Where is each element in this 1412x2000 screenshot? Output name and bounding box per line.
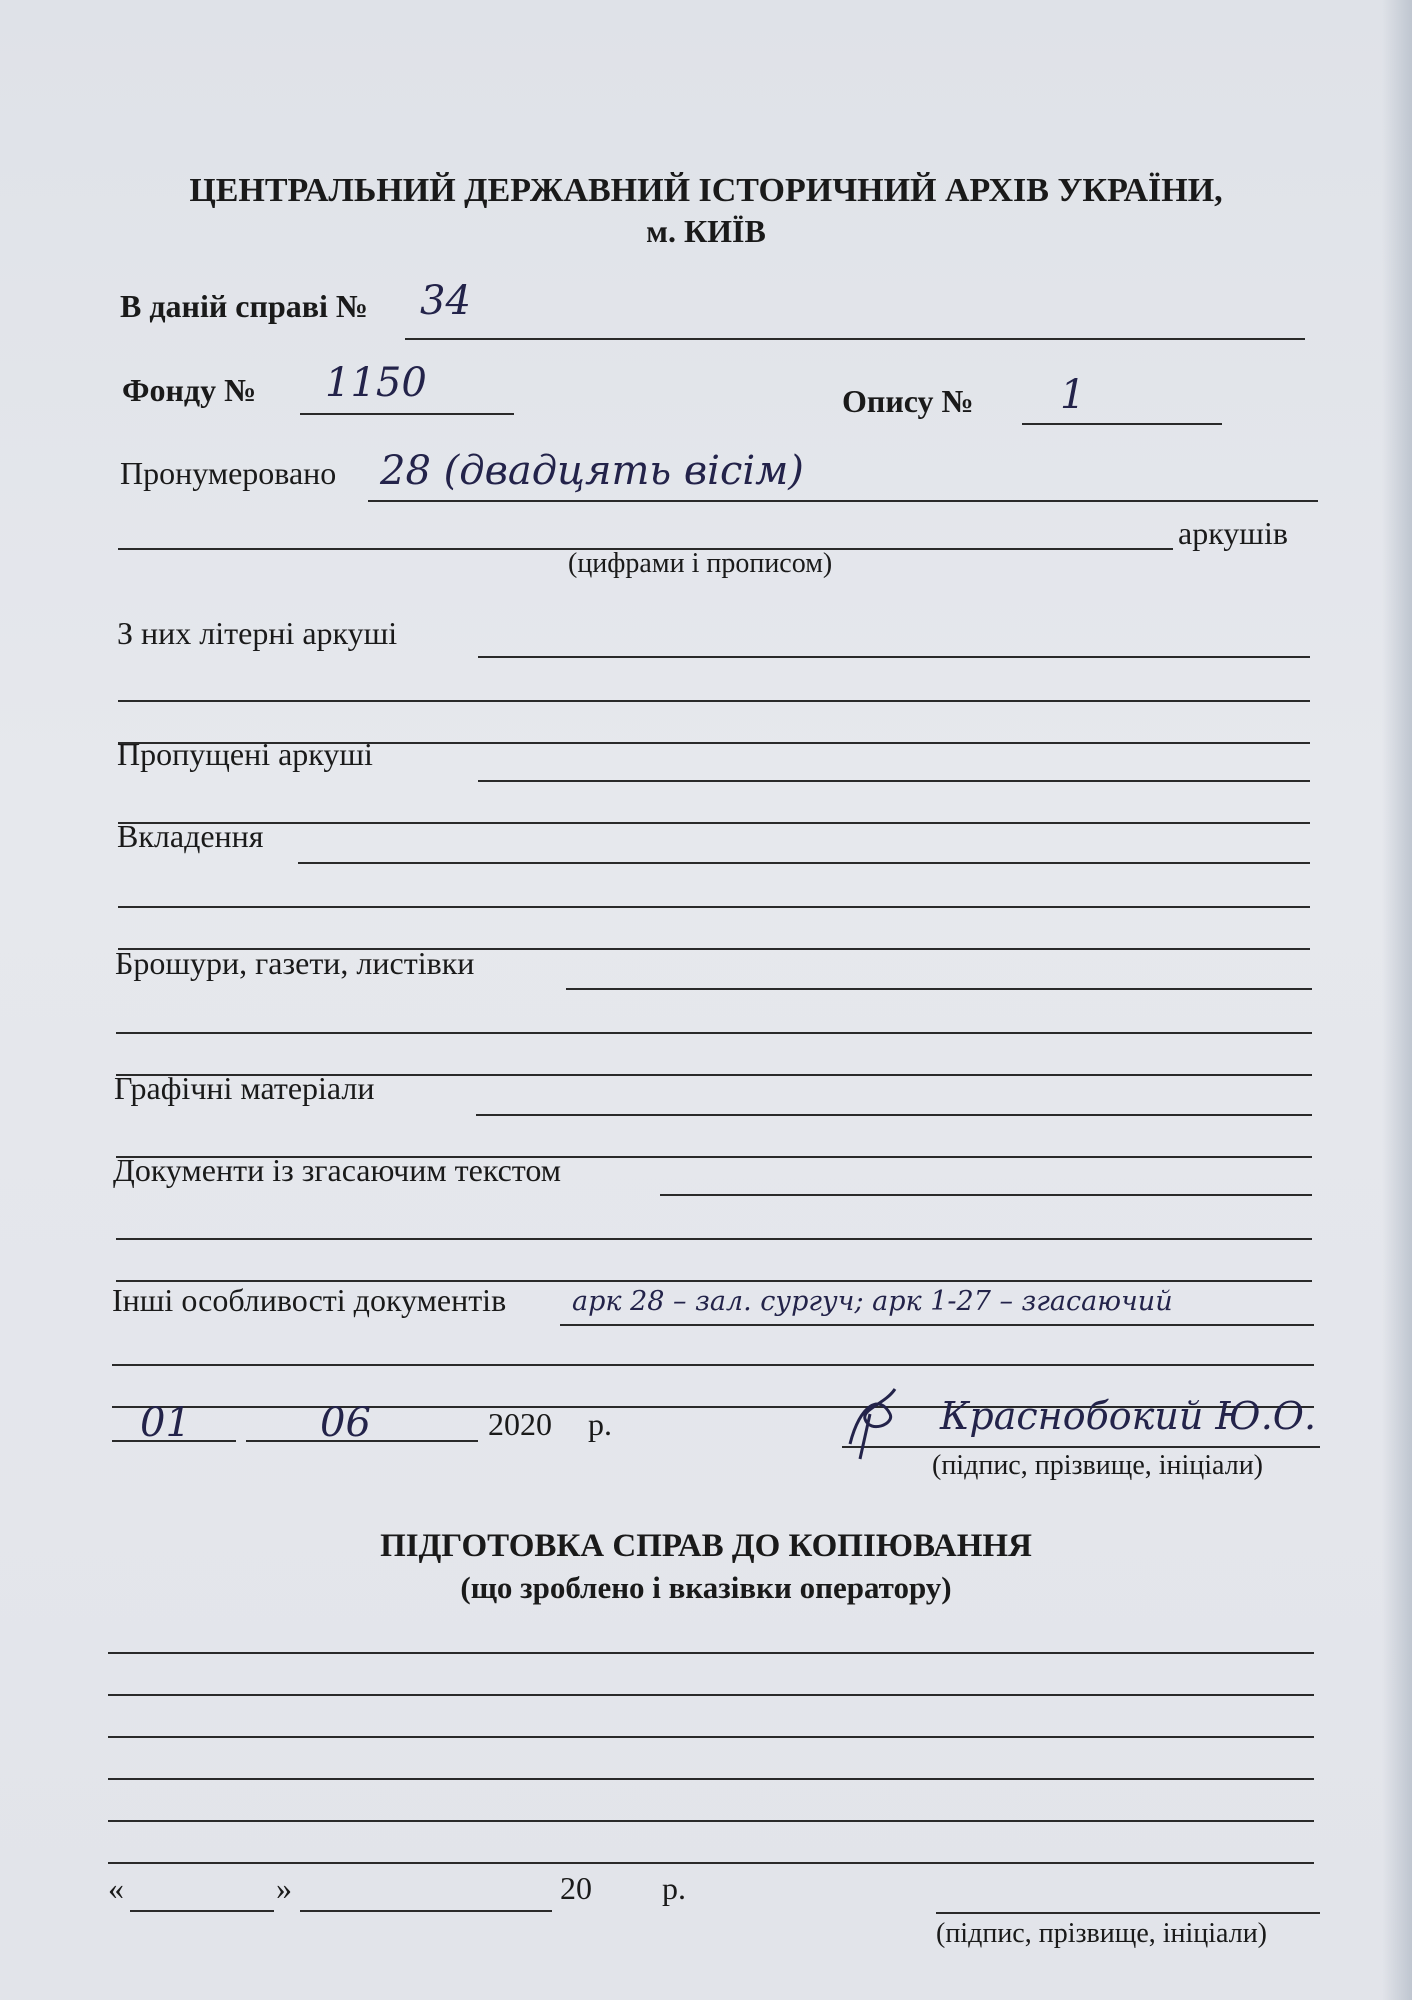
graphics-line-1	[476, 1114, 1312, 1116]
section2-line-3	[108, 1736, 1314, 1738]
letter-sheets-label: З них літерні аркуші	[117, 615, 398, 651]
section2-line-5	[108, 1820, 1314, 1822]
graphics-label: Графічні матеріали	[114, 1070, 375, 1106]
attachments-line-2	[118, 906, 1310, 908]
archive-city: м. КИЇВ	[646, 213, 766, 249]
missing-sheets-line-2	[118, 822, 1310, 824]
date1-month: 06	[320, 1400, 371, 1446]
fading-line-1	[660, 1194, 1312, 1196]
signature1-mark	[840, 1384, 910, 1469]
opys-label: Опису №	[842, 383, 974, 419]
other-line-1	[560, 1324, 1314, 1326]
letter-sheets-line-1	[478, 656, 1310, 658]
signature1-line	[842, 1446, 1320, 1448]
case-value: 34	[420, 278, 471, 324]
archive-title: ЦЕНТРАЛЬНИЙ ДЕРЖАВНИЙ ІСТОРИЧНИЙ АРХІВ УКРАЇНИ,	[189, 172, 1223, 209]
other-label: Інші особливості документів	[112, 1282, 507, 1318]
attachments-line-1	[298, 862, 1310, 864]
brochures-label: Брошури, газети, листівки	[115, 945, 475, 981]
letter-sheets-line-2	[118, 700, 1310, 702]
section2-line-4	[108, 1778, 1314, 1780]
page-edge-shadow	[1382, 0, 1412, 2000]
signature2-line	[936, 1912, 1320, 1914]
date1-year: 2020	[488, 1406, 552, 1442]
fond-line	[300, 413, 514, 415]
signature1-value: Краснобокий Ю.О.	[940, 1394, 1317, 1438]
other-value: арк 28 – зал. сургуч; арк 1-27 – згасаючий	[572, 1286, 1173, 1317]
date2-month-line	[300, 1910, 552, 1912]
date1-suffix: р.	[588, 1406, 612, 1442]
date2-day-line	[130, 1910, 274, 1912]
numbered-label: Пронумеровано	[120, 455, 337, 491]
missing-sheets-label: Пропущені аркуші	[117, 736, 373, 772]
numbered-line-1	[368, 500, 1318, 502]
opys-value: 1	[1060, 372, 1086, 418]
date2-suffix: р.	[662, 1870, 686, 1906]
section2-line-1	[108, 1652, 1314, 1654]
other-line-2	[112, 1364, 1314, 1366]
section2-line-2	[108, 1694, 1314, 1696]
section2-title: ПІДГОТОВКА СПРАВ ДО КОПІЮВАННЯ	[380, 1528, 1032, 1564]
date2-year: 20	[560, 1870, 592, 1906]
signature1-hint: (підпис, прізвище, ініціали)	[932, 1450, 1264, 1481]
brochures-line-1	[566, 988, 1312, 990]
opys-line	[1022, 423, 1222, 425]
numbered-value: 28 (двадцять вісім)	[380, 448, 804, 494]
date2-close-quote: »	[276, 1870, 292, 1906]
case-line	[405, 338, 1305, 340]
missing-sheets-line-1	[478, 780, 1310, 782]
fading-line-2	[116, 1238, 1312, 1240]
fond-value: 1150	[325, 360, 427, 406]
section2-line-6	[108, 1862, 1314, 1864]
date2-open-quote: «	[108, 1870, 124, 1906]
fading-label: Документи із згасаючим текстом	[113, 1152, 561, 1188]
numbered-hint: (цифрами і прописом)	[568, 548, 833, 579]
signature2-hint: (підпис, прізвище, ініціали)	[936, 1918, 1268, 1949]
section2-subtitle: (що зроблено і вказівки оператору)	[460, 1570, 952, 1605]
case-label: В даній справі №	[120, 288, 369, 324]
attachments-label: Вкладення	[117, 818, 264, 854]
fond-label: Фонду №	[122, 372, 257, 408]
numbered-suffix: аркушів	[1178, 515, 1288, 551]
date1-day: 01	[140, 1400, 191, 1446]
brochures-line-2	[116, 1032, 1312, 1034]
